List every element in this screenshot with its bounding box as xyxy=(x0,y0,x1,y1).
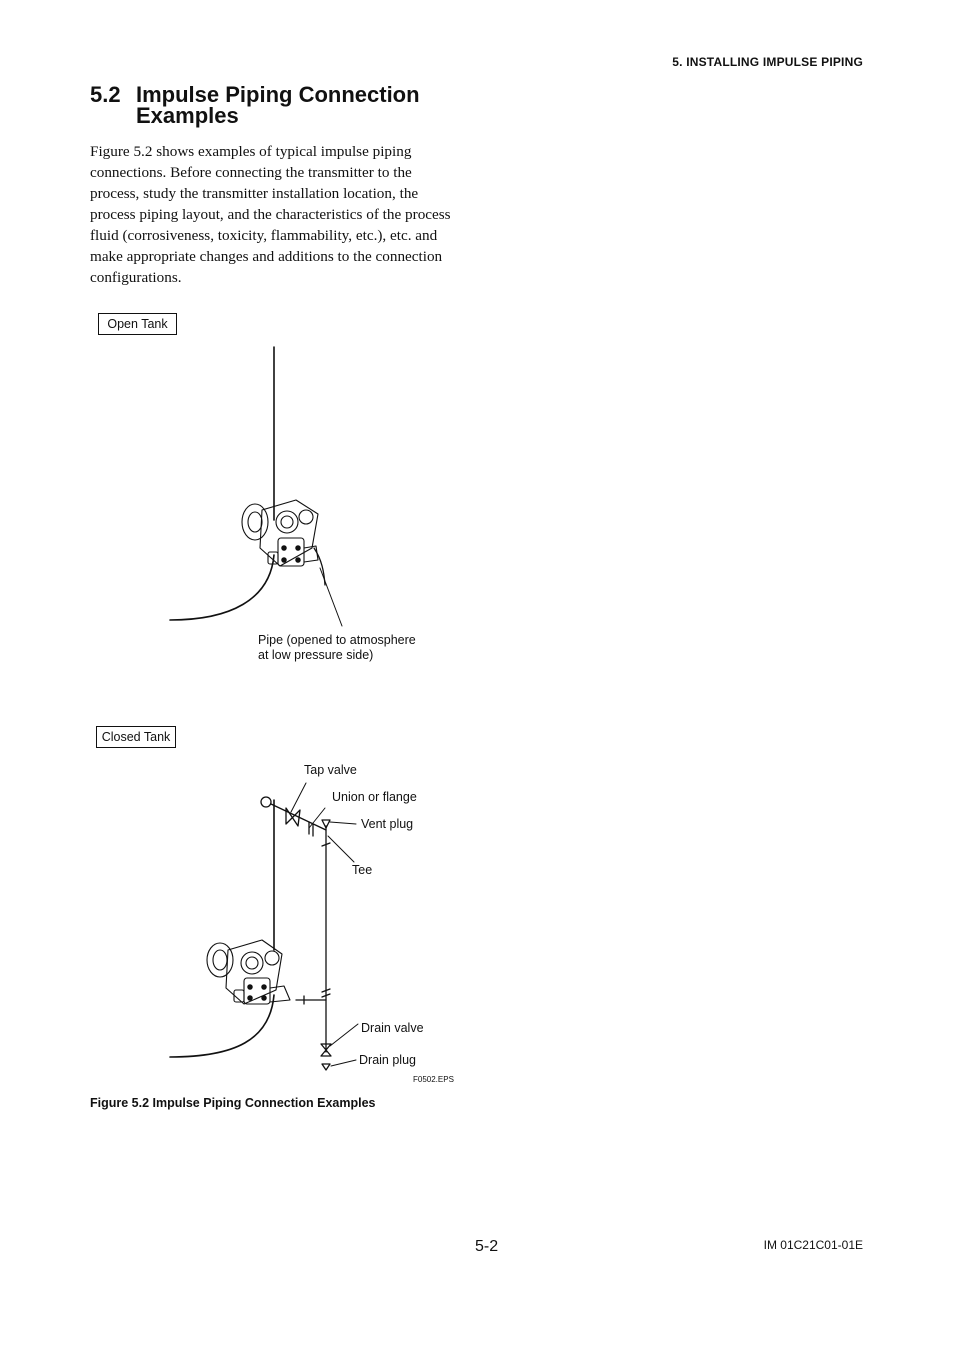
union-or-flange-label: Union or flange xyxy=(332,790,417,804)
open-tank-drawing xyxy=(170,347,342,626)
closed-tank-drawing xyxy=(170,783,358,1070)
open-tank-tag: Open Tank xyxy=(98,313,177,335)
drain-valve-label: Drain valve xyxy=(361,1021,424,1035)
document-id: IM 01C21C01-01E xyxy=(763,1238,863,1252)
closed-tank-tag: Closed Tank xyxy=(96,726,176,748)
intro-paragraph: Figure 5.2 shows examples of typical impulse piping connections. Before connecting the transmitter to the process, study the transmitter installation location, the process piping layout, and the characteristics of the process fluid (corrosiveness, toxicity, flammability, etc.), etc. and make appropriate changes and additions to the connection configurations. xyxy=(90,143,451,286)
open-tank-transmitter xyxy=(242,500,318,566)
pipe-label-line1: Pipe (opened to atmosphere xyxy=(258,633,416,647)
pipe-label-line2: at low pressure side) xyxy=(258,648,374,662)
pipe-label xyxy=(258,633,416,663)
page-number: 5-2 xyxy=(475,1238,499,1255)
tee-label: Tee xyxy=(352,863,373,877)
figure-caption: Figure 5.2 Impulse Piping Connection Examples xyxy=(90,1096,376,1110)
drain-plug-label: Drain plug xyxy=(359,1053,416,1067)
tap-valve-label: Tap valve xyxy=(304,763,357,777)
section-title-line2: Examples xyxy=(136,103,239,128)
section-number: 5.2 xyxy=(90,82,121,107)
running-header: 5. INSTALLING IMPULSE PIPING xyxy=(672,55,863,69)
figure-file-id: F0502.EPS xyxy=(413,1075,454,1084)
vent-plug-label: Vent plug xyxy=(361,817,414,831)
closed-tank-transmitter xyxy=(207,940,290,1004)
section-title-line1: Impulse Piping Connection xyxy=(136,82,420,107)
